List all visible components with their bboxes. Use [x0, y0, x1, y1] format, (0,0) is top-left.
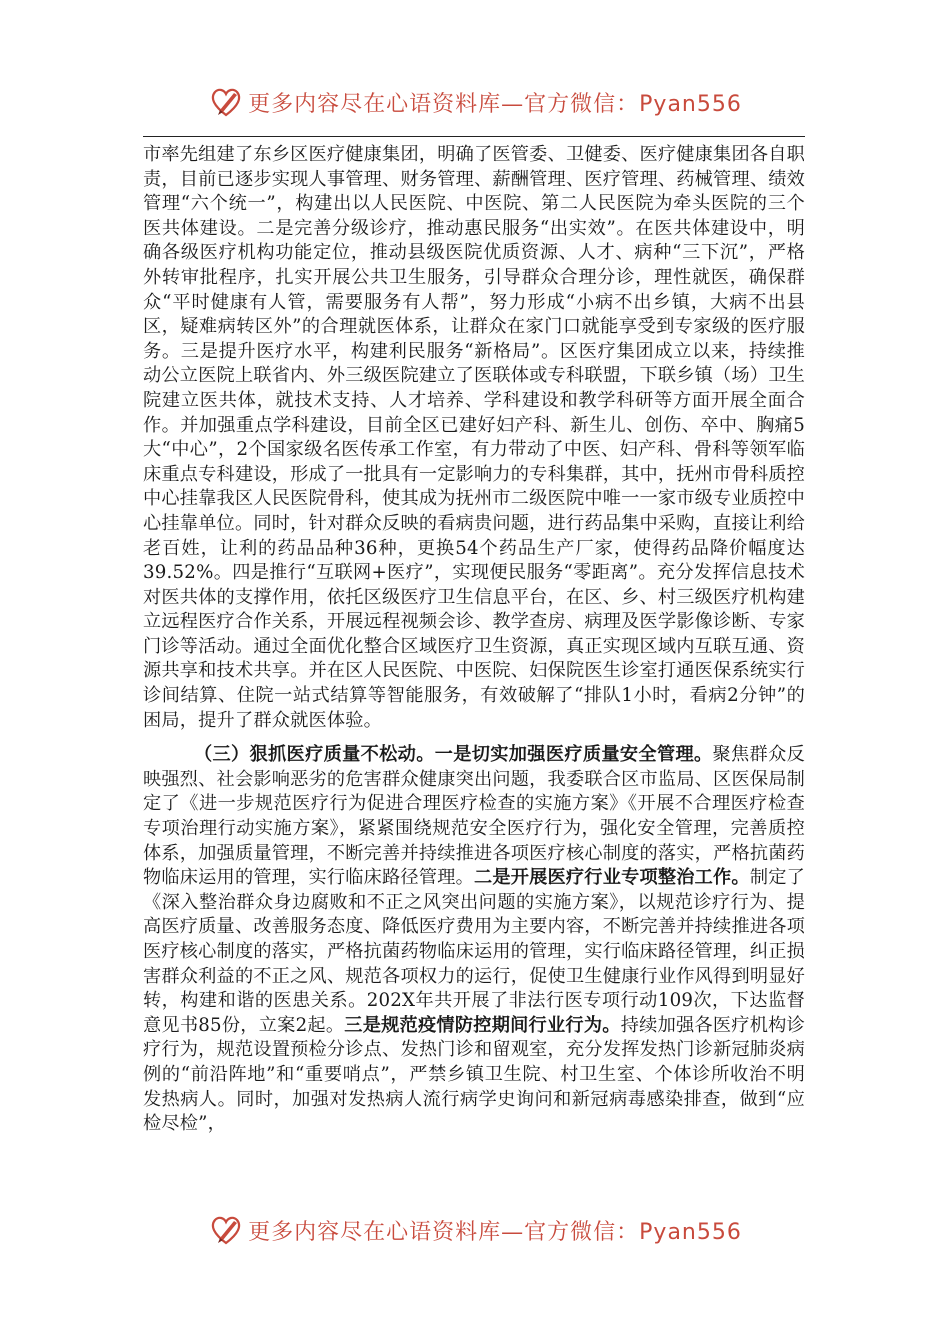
banner-text: 更多内容尽在心语资料库—官方微信：Pyan556	[248, 1219, 742, 1245]
document-body	[143, 143, 805, 1137]
pen-heart-logo-icon	[208, 1212, 244, 1248]
paragraph-2	[143, 743, 805, 1137]
section-heading: （三）狠抓医疗质量不松动。一是切实加强医疗质量安全管理。	[193, 744, 713, 766]
header-rule	[143, 136, 805, 137]
footer-banner	[0, 1210, 950, 1250]
text-run: 市率先组建了东乡区医疗健康集团，明确了医管委、卫健委、医疗健康集团各自职责，目前已逐步实现人事管理、财务管理、薪酬管理、医疗管理、药械管理、绩效管理“六个统一”，构建出以人民医院、中医院、第二人民医院为牵头医院的三个医共体建设。二是完善分级诊疗，推动惠民服务“出实效”。在医共体建设中，明确各级医疗机构功能定位，推动县级医院优质资源、人才、病种“三下沉”，严格外转审批程序，扎实开展公共卫生服务，引导群众合理分诊，理性就医，确保群众“平时健康有人管，需要服务有人帮”，努力形成“小病不出乡镇，大病不出县区，疑难病转区外”的合理就医体系，让群众在家门口就能享受到专家级的医疗服务。三是提升医疗水平，构建利民服务“新格局”。区医疗集团成立以来，持续推动公立医院上联省内、外三级医院建立了医联体或专科联盟，下联乡镇（场）卫生院建立医共体，就技术支持、人才培养、学科建设和教学科研等方面开展全面合作。并加强重点学科建设，目前全区已建好妇产科、新生儿、创伤、卒中、胸痛5大“中心”，2个国家级名医传承工作室，有力带动了中医、妇产科、骨科等领军临床重点专科建设，形成了一批具有一定影响力的专科集群，其中，抚州市骨科质控中心挂靠我区人民医院骨科，使其成为抚州市二级医院中唯一一家市级专业质控中心挂靠单位。同时，针对群众反映的看病贵问题，进行药品集中采购，直接让利给老百姓，让利的药品品种36种，更换54个药品生产厂家，使得药品降价幅度达39.52%。四是推行“互联网+医疗”，实现便民服务“零距离”。充分发挥信息技术对医共体的支撑作用，依托区级医疗卫生信息平台，在区、乡、村三级医疗机构建立远程医疗合作关系，开展远程视频会诊、教学查房、病理及医学影像诊断、专家门诊等活动。通过全面优化整合区域医疗卫生资源，真正实现区域内互联互通、资源共享和技术共享。并在区人民医院、中医院、妇保院医生诊室打通医保系统实行诊间结算、住院一站式结算等智能服务，有效破解了“排队1小时，看病2分钟”的困局，提升了群众就医体验。	[143, 144, 806, 731]
text-run: 制定了《深入整治群众身边腐败和不正之风突出问题的实施方案》，以规范诊疗行为、提高医疗质量、改善服务态度、降低医疗费用为主要内容，不断完善并持续推进各项医疗核心制度的落实，严格抗菌药物临床运用的管理，实行临床路径管理，纠正损害群众利益的不正之风、规范各项权力的运行，促使卫生健康行业作风得到明显好转，构建和谐的医患关系。202X年共开展了非法行医专项行动109次，下达监督意见书85份，立案2起。	[143, 867, 805, 1036]
bold-point-2: 二是开展医疗行业专项整治工作。	[473, 867, 750, 889]
pen-heart-logo-icon	[208, 84, 244, 120]
bold-point-3: 三是规范疫情防控期间行业行为。	[344, 1014, 621, 1036]
header-banner	[0, 82, 950, 122]
wechat-id: Pyan556	[639, 1219, 742, 1245]
wechat-id: Pyan556	[639, 91, 742, 117]
text-run: 聚焦群众反映强烈、社会影响恶劣的危害群众健康突出问题，我委联合区市监局、区医保局制定了《进一步规范医疗行为促进合理医疗检查的实施方案》《开展不合理医疗检查专项治理行动实施方案》，紧紧围绕规范安全医疗行为，强化安全管理，完善质控体系，加强质量管理，不断完善并持续推进各项医疗核心制度的落实，严格抗菌药物临床运用的管理，实行临床路径管理。	[143, 744, 805, 889]
banner-text: 更多内容尽在心语资料库—官方微信：Pyan556	[248, 91, 742, 117]
text-run: 持续加强各医疗机构诊疗行为，规范设置预检分诊点、发热门诊和留观室，充分发挥发热门诊新冠肺炎病例的“前沿阵地”和“重要哨点”，严禁乡镇卫生院、村卫生室、个体诊所收治不明发热病人。同时，加强对发热病人流行病学史询问和新冠病毒感染排查，做到“应检尽检”，	[143, 1014, 805, 1135]
paragraph-1	[143, 143, 805, 733]
